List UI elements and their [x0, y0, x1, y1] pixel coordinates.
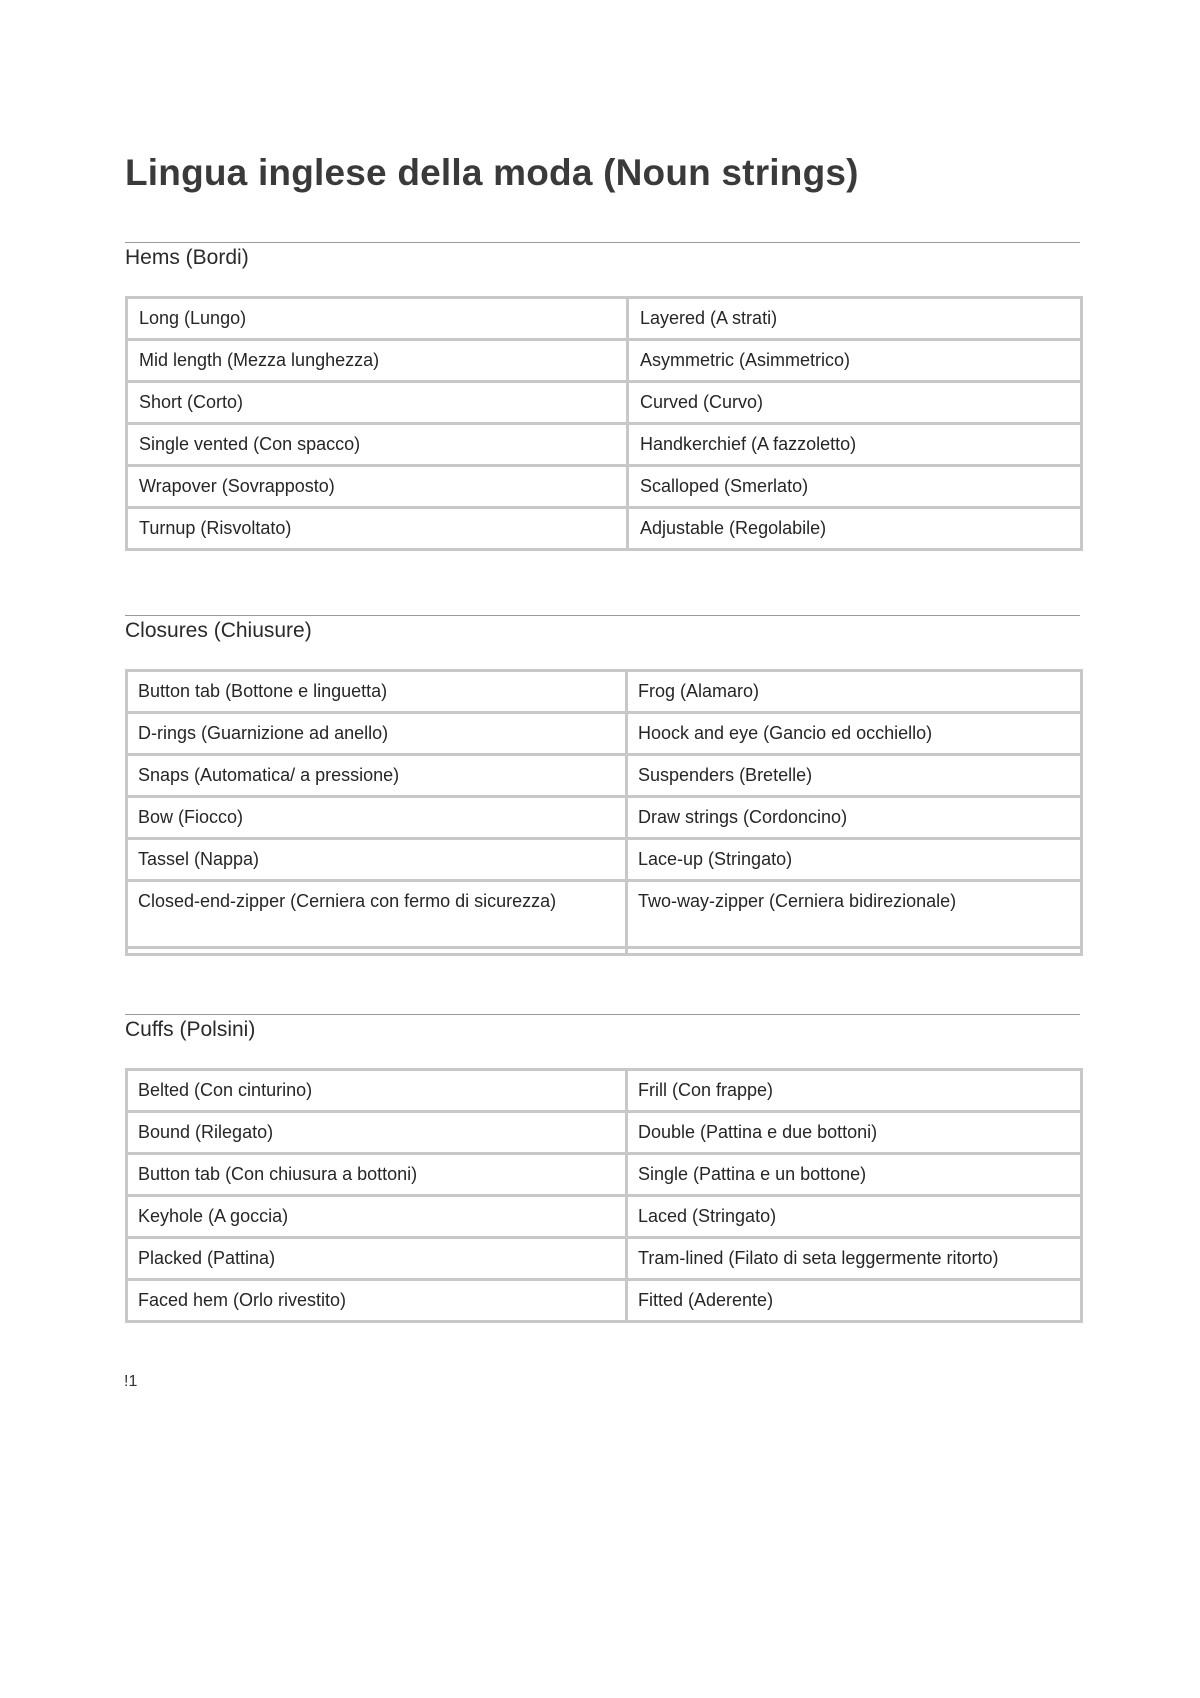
table-cell: Short (Corto) [127, 382, 628, 424]
table-cell-empty [127, 948, 627, 955]
table-cell: Fitted (Aderente) [627, 1280, 1082, 1322]
table-cell: Handkerchief (A fazzoletto) [628, 424, 1082, 466]
table-cell: Tassel (Nappa) [127, 839, 627, 881]
table-cell: Snaps (Automatica/ a pressione) [127, 755, 627, 797]
table-row [127, 713, 1082, 755]
section-divider [125, 242, 1080, 243]
table-row [127, 424, 1082, 466]
table-cell: Laced (Stringato) [627, 1196, 1082, 1238]
table-cell: Mid length (Mezza lunghezza) [127, 340, 628, 382]
table-cell: Button tab (Bottone e linguetta) [127, 671, 627, 713]
table-cell: Two-way-zipper (Cerniera bidirezionale) [627, 881, 1082, 948]
table-cell: Turnup (Risvoltato) [127, 508, 628, 550]
table-row [127, 1070, 1082, 1112]
table-cell: Long (Lungo) [127, 298, 628, 340]
table-cell: Suspenders (Bretelle) [627, 755, 1082, 797]
table-row [127, 340, 1082, 382]
table-row [127, 1238, 1082, 1280]
section-heading-hems: Hems (Bordi) [125, 246, 249, 269]
table-cell: Tram-lined (Filato di seta leggermente ritorto) [627, 1238, 1082, 1280]
table-row [127, 508, 1082, 550]
closures-table [125, 669, 1083, 956]
table-cell: Keyhole (A goccia) [127, 1196, 627, 1238]
section-heading-cuffs: Cuffs (Polsini) [125, 1018, 256, 1041]
table-cell: Button tab (Con chiusura a bottoni) [127, 1154, 627, 1196]
table-row-filler [127, 948, 1082, 955]
section-divider [125, 1014, 1080, 1015]
page-title: Lingua inglese della moda (Noun strings) [125, 152, 859, 193]
table-row [127, 466, 1082, 508]
table-cell: D-rings (Guarnizione ad anello) [127, 713, 627, 755]
table-row [127, 382, 1082, 424]
table-cell: Single vented (Con spacco) [127, 424, 628, 466]
table-row [127, 298, 1082, 340]
hems-table [125, 296, 1083, 551]
cuffs-table [125, 1068, 1083, 1323]
table-cell: Curved (Curvo) [628, 382, 1082, 424]
page-number: !1 [124, 1373, 138, 1390]
table-row [127, 1154, 1082, 1196]
table-cell: Frill (Con frappe) [627, 1070, 1082, 1112]
table-cell: Belted (Con cinturino) [127, 1070, 627, 1112]
table-cell: Bow (Fiocco) [127, 797, 627, 839]
section-heading-closures: Closures (Chiusure) [125, 619, 312, 642]
table-cell: Layered (A strati) [628, 298, 1082, 340]
table-cell: Hoock and eye (Gancio ed occhiello) [627, 713, 1082, 755]
table-row [127, 671, 1082, 713]
table-row [127, 881, 1082, 948]
table-cell: Adjustable (Regolabile) [628, 508, 1082, 550]
table-row [127, 797, 1082, 839]
table-cell: Double (Pattina e due bottoni) [627, 1112, 1082, 1154]
table-cell-empty [627, 948, 1082, 955]
table-row [127, 1112, 1082, 1154]
table-row [127, 1196, 1082, 1238]
table-cell: Bound (Rilegato) [127, 1112, 627, 1154]
table-row [127, 1280, 1082, 1322]
table-cell: Faced hem (Orlo rivestito) [127, 1280, 627, 1322]
section-divider [125, 615, 1080, 616]
table-cell: Draw strings (Cordoncino) [627, 797, 1082, 839]
table-cell: Scalloped (Smerlato) [628, 466, 1082, 508]
table-cell: Closed-end-zipper (Cerniera con fermo di sicurezza) [127, 881, 627, 948]
table-row [127, 839, 1082, 881]
table-cell: Placked (Pattina) [127, 1238, 627, 1280]
table-cell: Lace-up (Stringato) [627, 839, 1082, 881]
table-cell: Frog (Alamaro) [627, 671, 1082, 713]
table-cell: Single (Pattina e un bottone) [627, 1154, 1082, 1196]
table-row [127, 755, 1082, 797]
table-cell: Wrapover (Sovrapposto) [127, 466, 628, 508]
table-cell: Asymmetric (Asimmetrico) [628, 340, 1082, 382]
